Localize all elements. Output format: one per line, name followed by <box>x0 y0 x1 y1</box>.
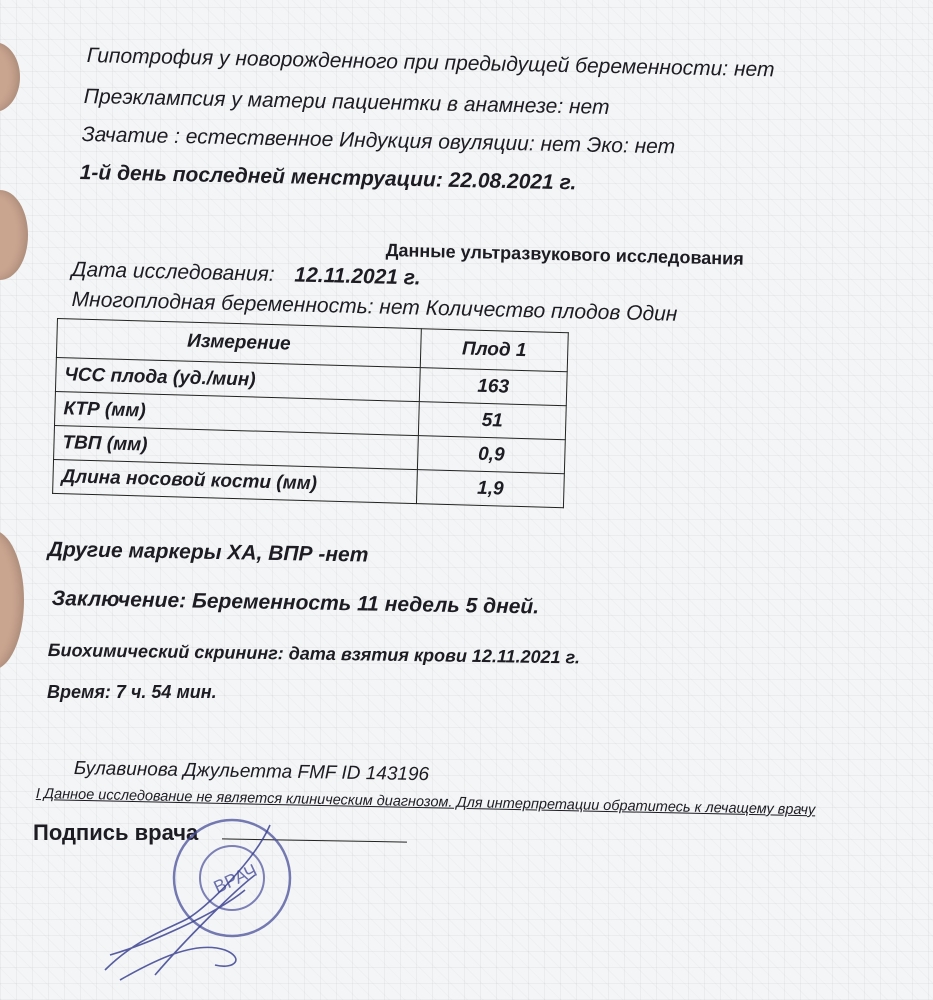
signature-scribble <box>95 820 285 990</box>
stamp-text: ВРАЧ <box>210 860 261 898</box>
row-label: Длина носовой кости (мм) <box>53 459 418 503</box>
header-fetus-1: Плод 1 <box>420 329 568 372</box>
row-label: КТР (мм) <box>54 391 419 435</box>
study-date <box>71 258 420 291</box>
disclaimer-text: I Данное исследование не является клиническим диагнозом. Для интерпретации обратитесь к лечащему врачу <box>35 786 816 819</box>
doctor-name: Булавинова Джульетта FMF ID 143196 <box>73 758 430 786</box>
finger-left-mid <box>0 190 28 280</box>
row-value: 1,9 <box>416 470 564 508</box>
finger-left-top <box>0 42 20 112</box>
header-measurement: Измерение <box>56 319 421 368</box>
row-value: 163 <box>419 368 567 406</box>
conception-line: Зачатие : естественное Индукция овуляции: нет Эко: нет <box>81 123 676 159</box>
conclusion-line: Заключение: Беременность 11 недель 5 дней. <box>51 587 540 619</box>
row-value: 0,9 <box>417 436 565 474</box>
preeclampsia-line: Преэклампсия у матери пациентки в анамнезе: нет <box>83 85 610 120</box>
finger-left-bottom <box>0 530 24 670</box>
row-label: ЧСС плода (уд./мин) <box>55 357 420 401</box>
signature-label: Подпись врача <box>33 820 199 845</box>
row-value: 51 <box>418 402 566 440</box>
us-heading: Данные ультразвукового исследования <box>385 240 745 269</box>
hypotrophy-line: Гипотрофия у новорожденного при предыдущей беременности: нет <box>86 44 775 82</box>
multiple-pregnancy-line: Многоплодная беременность: нет Количество плодов Один <box>71 288 678 326</box>
row-label: ТВП (мм) <box>54 425 419 469</box>
study-date-label: Дата исследования: <box>71 258 275 286</box>
biochem-line: Биохимический скрининг: дата взятия крови 12.11.2021 г. <box>47 640 581 668</box>
study-date-value: 12.11.2021 г. <box>294 263 421 290</box>
lmp-line: 1-й день последней менструации: 22.08.2021 г. <box>79 161 577 195</box>
measurements-table <box>52 318 569 508</box>
time-line: Время: 7 ч. 54 мин. <box>47 682 217 702</box>
markers-line: Другие маркеры ХА, ВПР -нет <box>47 538 369 567</box>
